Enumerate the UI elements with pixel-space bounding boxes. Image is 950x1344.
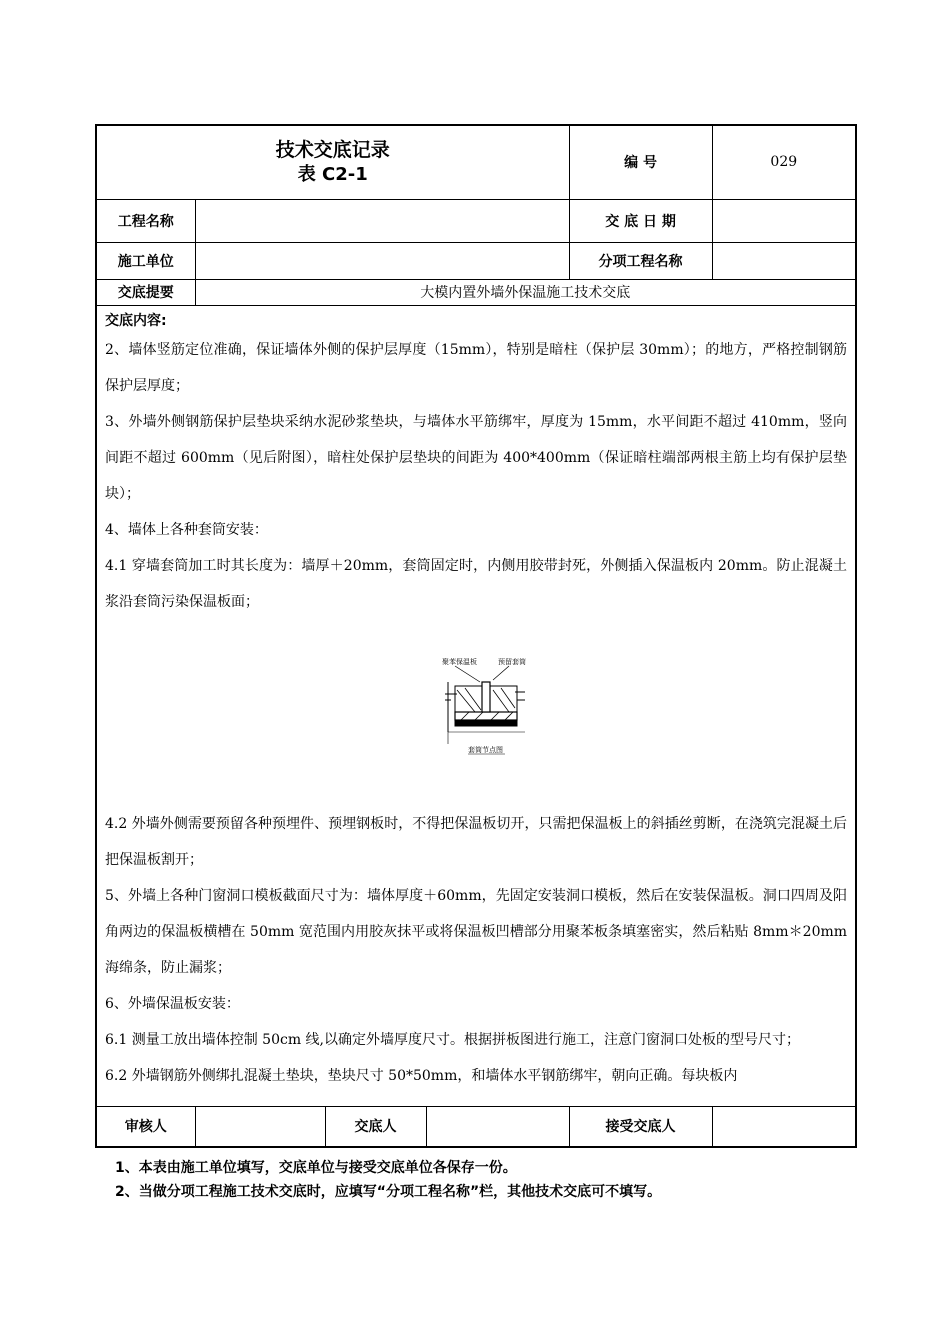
contractor-row	[96, 242, 856, 279]
form-number-code: 表 C2-1	[297, 164, 368, 186]
paragraph-item: 5、外墙上各种门窗洞口模板截面尺寸为：墙体厚度＋60mm，先固定安装洞口模板，然后在安装保温板。洞口四周及阳角两边的保温板横槽在 50mm 宽范围内用胶灰抹平或将保温板凹槽部分用聚苯板条填塞密实，然后粘贴 8mm＊20mm 海绵条，防止漏浆；	[105, 887, 848, 976]
sleeve-node-figure	[105, 620, 847, 806]
contractor-label: 施工单位	[96, 242, 195, 279]
figure-label-insulation: 聚苯保温板	[442, 657, 477, 666]
header-row	[96, 125, 856, 199]
paragraph-item: 4、墙体上各种套筒安装：	[105, 521, 268, 538]
discloser-field[interactable]	[426, 1106, 569, 1147]
number-value[interactable]: 029	[712, 125, 856, 199]
figure-label-sleeve: 预留套筒	[498, 657, 526, 666]
disclosure-date-field[interactable]	[712, 199, 856, 242]
title-cell	[96, 125, 569, 199]
paragraph-item: 3、外墙外侧钢筋保护层垫块采纳水泥砂浆垫块，与墙体水平筋绑牢，厚度为 15mm，水平间距不超过 410mm，竖向间距不超过 600mm（见后附图），暗柱处保护层垫块的间距为 400*400mm（保证暗柱端部两根主筋上均有保护层垫块）；	[105, 413, 848, 502]
disclosure-date-label: 交 底 日 期	[569, 199, 712, 242]
receiver-field[interactable]	[712, 1106, 856, 1147]
content-heading: 交底内容:	[105, 312, 167, 329]
form-title: 技术交底记录	[275, 139, 390, 162]
reviewer-field[interactable]	[195, 1106, 325, 1147]
reviewer-label: 审核人	[96, 1106, 195, 1147]
project-name-label: 工程名称	[96, 199, 195, 242]
footer-notes	[115, 1156, 661, 1204]
form-table	[95, 124, 857, 1148]
summary-row	[96, 279, 856, 305]
footer-note: 1、本表由施工单位填写，交底单位与接受交底单位各保存一份。	[115, 1160, 517, 1176]
project-row	[96, 199, 856, 242]
signature-row	[96, 1106, 856, 1147]
content-cell	[96, 305, 856, 1106]
paragraph-item: 4.2 外墙外侧需要预留各种预埋件、预埋钢板时，不得把保温板切开，只需把保温板上的斜插丝剪断，在浇筑完混凝土后把保温板割开；	[105, 815, 848, 868]
contractor-field[interactable]	[195, 242, 569, 279]
paragraph-item: 6.2 外墙钢筋外侧绑扎混凝土垫块，垫块尺寸 50*50mm，和墙体水平钢筋绑牢，朝向正确。每块板内	[105, 1067, 738, 1084]
sleeve-node-diagram	[105, 620, 849, 806]
discloser-label: 交底人	[325, 1106, 426, 1147]
number-label: 编 号	[569, 125, 712, 199]
technical-disclosure-form	[95, 124, 855, 1148]
figure-caption: 套筒节点图	[468, 745, 503, 754]
sub-project-field[interactable]	[712, 242, 856, 279]
paragraph-item: 2、墙体竖筋定位准确，保证墙体外侧的保护层厚度（15mm），特别是暗柱（保护层 30mm）；的地方，严格控制钢筋保护层厚度；	[105, 341, 848, 394]
summary-value[interactable]: 大模内置外墙外保温施工技术交底	[195, 279, 856, 305]
receiver-label: 接受交底人	[569, 1106, 712, 1147]
footer-note: 2、当做分项工程施工技术交底时，应填写“分项工程名称”栏，其他技术交底可不填写。	[115, 1184, 662, 1200]
content-row	[96, 305, 856, 1106]
project-name-field[interactable]	[195, 199, 569, 242]
paragraph-item: 4.1 穿墙套筒加工时其长度为：墙厚＋20mm，套筒固定时，内侧用胶带封死，外侧插入保温板内 20mm。防止混凝土浆沿套筒污染保温板面；	[105, 557, 848, 610]
paragraph-item: 6、外墙保温板安装：	[105, 995, 240, 1012]
paragraph-item: 6.1 测量工放出墙体控制 50cm 线,以确定外墙厚度尺寸。根据拼板图进行施工，注意门窗洞口处板的型号尺寸；	[105, 1031, 800, 1048]
sub-project-label: 分项工程名称	[569, 242, 712, 279]
summary-label: 交底提要	[96, 279, 195, 305]
